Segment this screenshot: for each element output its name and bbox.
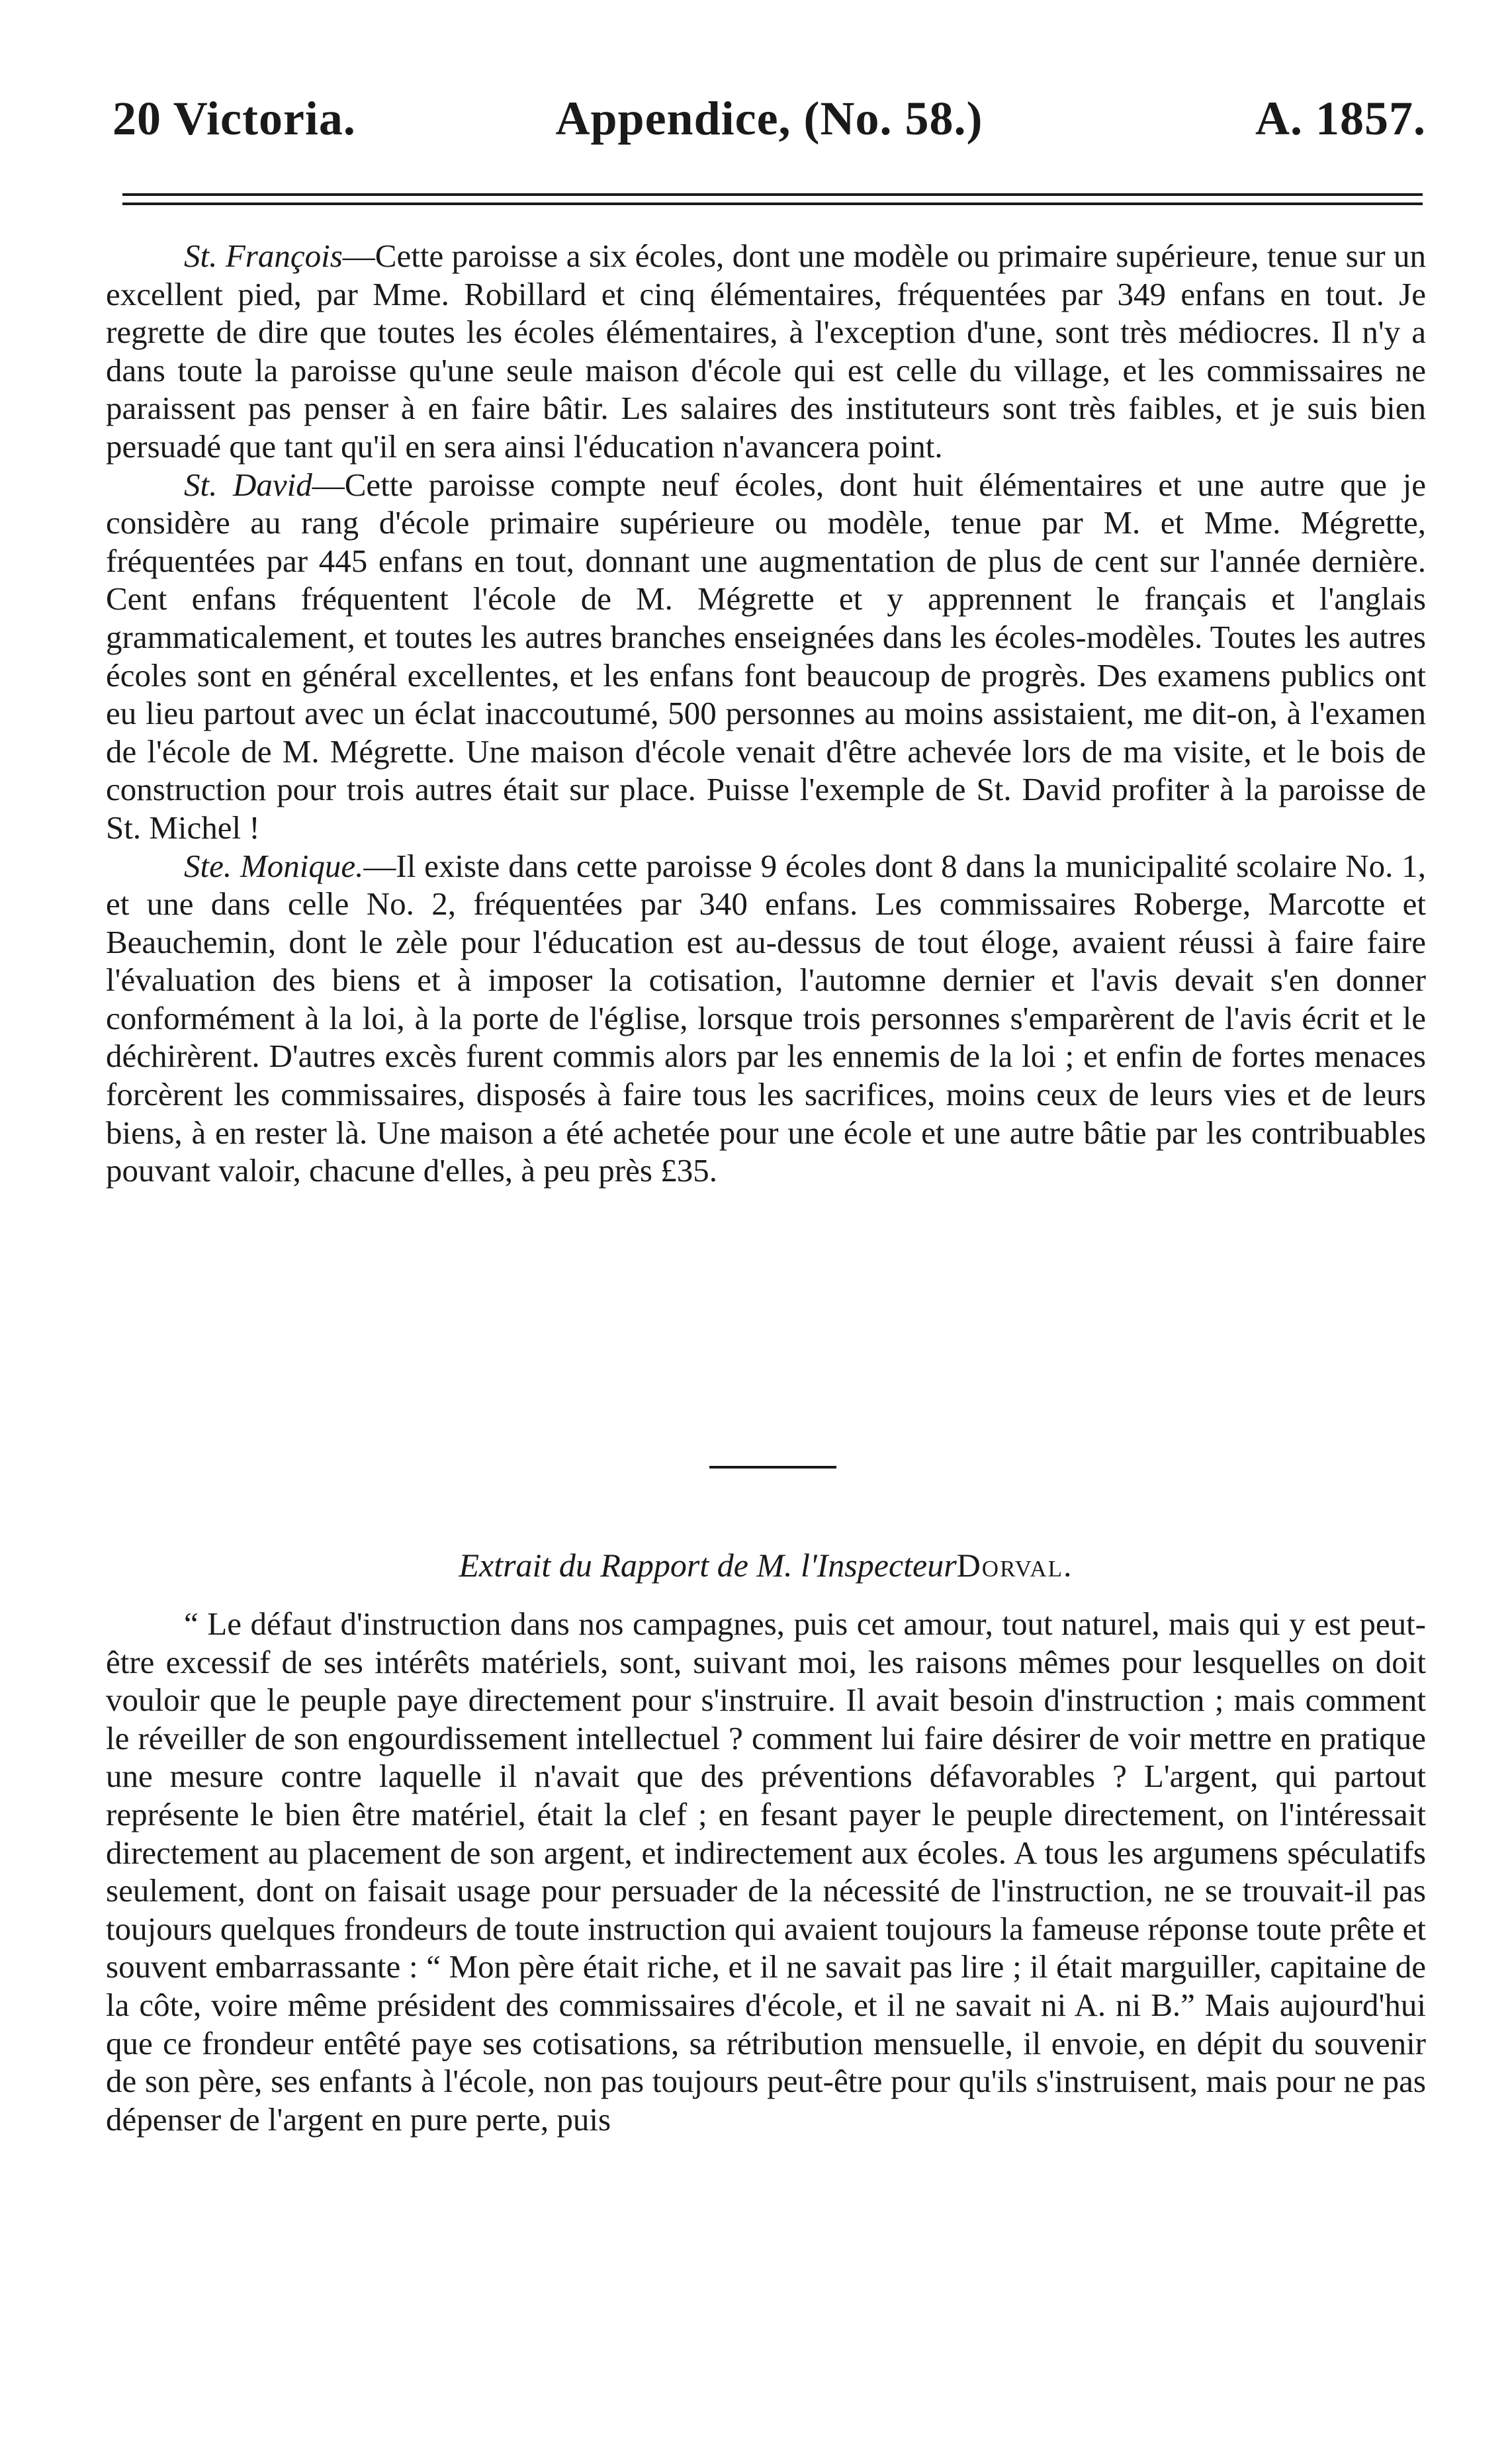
header-rule-top (122, 193, 1423, 196)
quote-paragraph: “ Le défaut d'instruction dans nos campagnes, puis cet amour, tout naturel, mais qui y est peut-être excessif de ses intérêts matériels, sont, suivant moi, les raisons mêmes pour lesquelles on doit vouloir que le peuple paye directement pour s'instruire. Il avait besoin d'instruction ; mais comment le réveiller de son engourdissement intellectuel ? comment lui faire désirer de voir mettre en pratique une mesure contre laquelle il n'avait que des préventions défavorables ? L'argent, qui partout représente le bien être matériel, était la clef ; en fesant payer le peuple directement, on l'intéressait directement au placement de son argent, et indirectement aux écoles. A tous les argumens spéculatifs seulement, dont on faisait usage pour persuader de la nécessité de l'instruction, ne se trouvait-il pas toujours quelques frondeurs de toute instruction qui avaient toujours la fameuse réponse toute prête et souvent embarrassante : “ Mon père était riche, et il ne savait pas lire ; il était marguiller, capitaine de la côte, voire même président des commissaires d'école, et il ne savait ni A. ni B.” Mais aujourd'hui que ce frondeur entêté paye ses cotisations, sa rétribution mensuelle, il envoie, en dépit du souvenir de son père, ses enfants à l'école, non pas toujours peut-être pour qu'ils s'instruisent, mais pour ne pas dépenser de l'argent en pure perte, puis (106, 1606, 1426, 2138)
paragraph-lead: St. David (184, 466, 312, 503)
header-year: A. 1857. (1255, 92, 1426, 145)
section-title (106, 1545, 1426, 1585)
paragraph-st-francois (106, 237, 1426, 466)
section-divider (709, 1466, 836, 1469)
inspector-report (106, 1605, 1426, 2138)
paragraph-lead: St. François (184, 238, 343, 274)
paragraph-ste-monique (106, 847, 1426, 1190)
paragraph-lead: Ste. Monique. (184, 847, 364, 884)
header-appendix: Appendice, (No. 58.) (555, 92, 983, 145)
section-title-text: Extrait du Rapport de M. l'Inspecteur (459, 1547, 957, 1584)
paragraph-text: —Cette paroisse a six écoles, dont une modèle ou primaire supérieure, tenue sur un excellent pied, par Mme. Robillard et cinq élémentaires, fréquentées par 349 enfans en tout. Je regrette de dire que toutes les écoles élémentaires, à l'exception d'une, sont très médiocres. Il n'y a dans toute la paroisse qu'une seule maison d'école qui est celle du village, et les commissaires ne paraissent pas penser à en faire bâtir. Les salaires des instituteurs sont très faibles, et je suis bien persuadé que tant qu'il en sera ainsi l'éducation n'avancera point. (106, 238, 1427, 465)
header-rule-bottom (122, 203, 1423, 205)
paragraph-st-david (106, 466, 1426, 847)
paragraph-text: —Il existe dans cette paroisse 9 écoles dont 8 dans la municipalité scolaire No. 1, et une dans celle No. 2, fréquentées par 340 enfans. Les commissaires Roberge, Marcotte et Beauchemin, dont le zèle pour l'éducation est au-dessus de tout éloge, avaient réussi à faire faire l'évaluation des biens et à imposer la cotisation, l'automne dernier et l'avis devait s'en donner conformément à la loi, à la porte de l'église, lorsque trois personnes s'emparèrent de l'avis écrit et le déchirèrent. D'autres excès furent commis alors par les ennemis de la loi ; et enfin de fortes menaces forcèrent les commissaires, disposés à faire tous les sacrifices, moins ceux de leurs vies et de leurs biens, à en rester là. Une maison a été achetée pour une école et une autre bâtie par les contribuables pouvant valoir, chacune d'elles, à peu près £35. (106, 847, 1426, 1189)
page-header (112, 91, 1426, 151)
paragraph-text: —Cette paroisse compte neuf écoles, dont huit élémentaires et une autre que je considère au rang d'école primaire supérieure ou modèle, tenue par M. et Mme. Mégrette, fréquentées par 445 enfans en tout, donnant une augmentation de plus de cent sur l'année dernière. Cent enfans fréquentent l'école de M. Mégrette et y apprennent le français et l'anglais grammaticalement, et toutes les autres branches enseignées dans les écoles-modèles. Toutes les autres écoles sont en général excellentes, et les enfans font beaucoup de progrès. Des examens publics ont eu lieu partout avec un éclat inaccoutumé, 500 personnes au moins assistaient, me dit-on, à l'examen de l'école de M. Mégrette. Une maison d'école venait d'être achevée lors de ma visite, et le bois de construction pour trois autres était sur place. Puisse l'exemple de St. David profiter à la paroisse de St. Michel ! (106, 466, 1426, 846)
section-title-inspector: Dorval. (956, 1547, 1073, 1584)
parish-reports (106, 237, 1426, 1190)
header-session: 20 Victoria. (112, 92, 356, 145)
